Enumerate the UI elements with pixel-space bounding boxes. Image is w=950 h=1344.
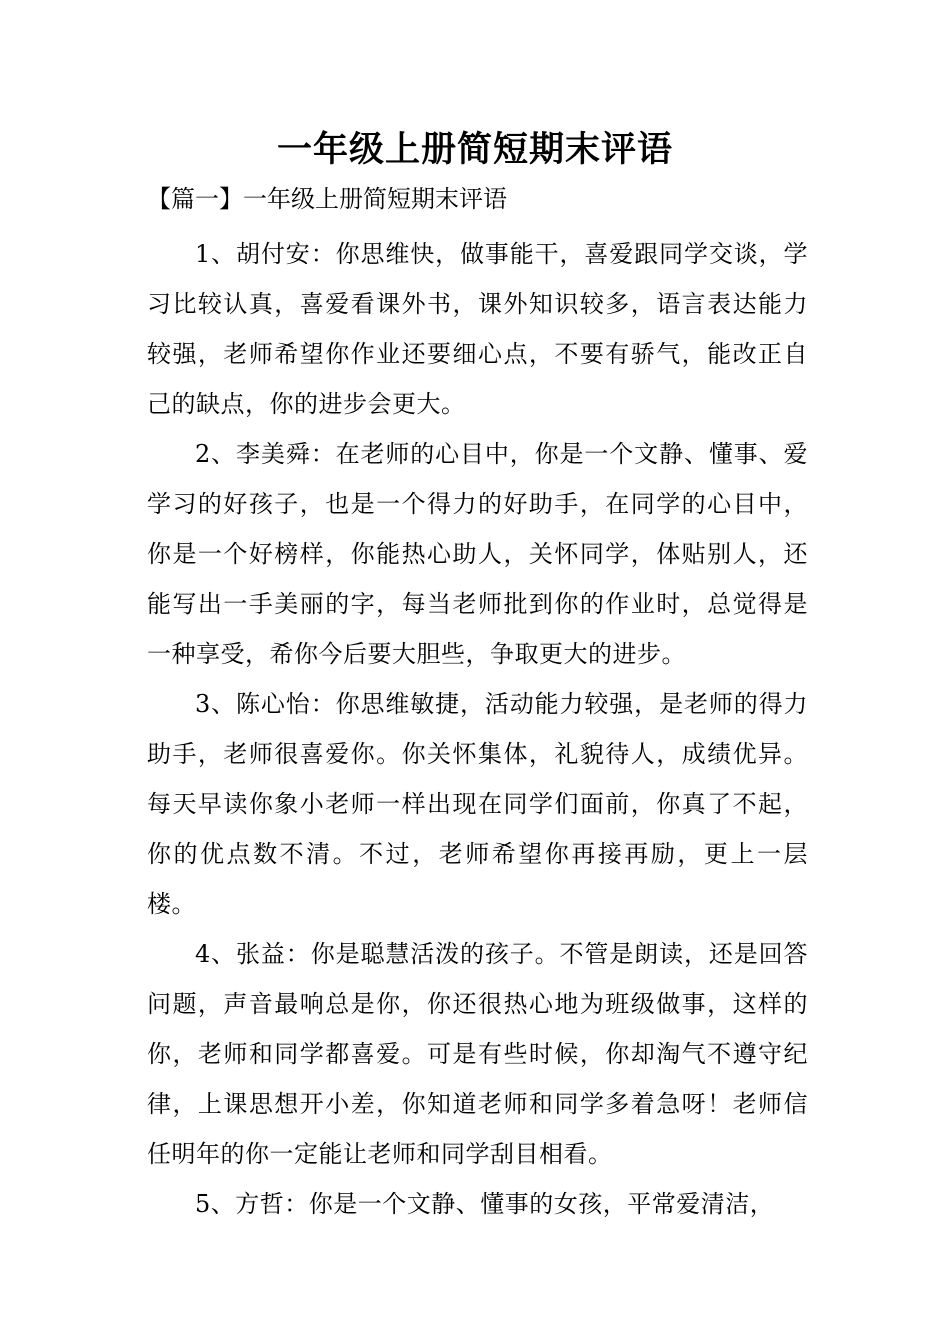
section-heading: 【篇一】一年级上册简短期末评语 <box>147 185 507 213</box>
comment-paragraph-1: 1、胡付安：你思维快，做事能干，喜爱跟同学交谈，学习比较认真，喜爱看课外书，课外知识较多，语言表达能力较强，老师希望你作业还要细心点，不要有骄气，能改正自己的缺点，你的进步会更大。 <box>147 240 808 418</box>
document-body <box>147 229 808 1229</box>
comment-paragraph-5: 5、方哲：你是一个文静、懂事的女孩，平常爱清洁， <box>195 1190 775 1218</box>
comment-paragraph-3: 3、陈心怡：你思维敏捷，活动能力较强，是老师的得力助手，老师很喜爱你。你关怀集体，礼貌待人，成绩优异。每天早读你象小老师一样出现在同学们面前，你真了不起，你的优点数不清。不过，老师希望你再接再励，更上一层楼。 <box>147 690 808 918</box>
comment-paragraph-2: 2、李美舜：在老师的心目中，你是一个文静、懂事、爱学习的好孩子，也是一个得力的好助手，在同学的心目中，你是一个好榜样，你能热心助人，关怀同学，体贴别人，还能写出一手美丽的字，每当老师批到你的作业时，总觉得是一种享受，希你今后要大胆些，争取更大的进步。 <box>147 440 808 668</box>
comment-paragraph-4: 4、张益：你是聪慧活泼的孩子。不管是朗读，还是回答问题，声音最响总是你，你还很热心地为班级做事，这样的你，老师和同学都喜爱。可是有些时候，你却淘气不遵守纪律，上课思想开小差，你知道老师和同学多着急呀！老师信任明年的你一定能让老师和同学刮目相看。 <box>147 940 808 1168</box>
document-title: 一年级上册简短期末评语 <box>276 129 673 170</box>
